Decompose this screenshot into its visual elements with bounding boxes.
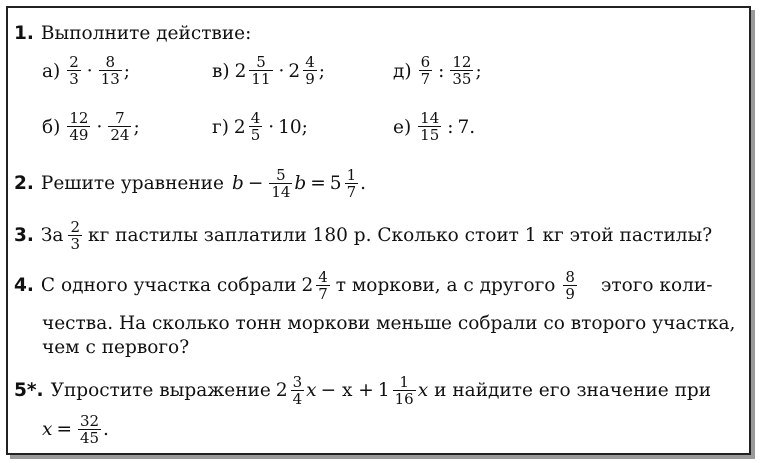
fraction: $\frac{2}{3}$ bbox=[69, 53, 79, 88]
problem-2: 2. Решите уравнение b − $\frac{5}{14}$ b = 5 $\frac{1}{7}$ . bbox=[14, 166, 366, 201]
item-a: а) $\frac{2}{3}$ · $\frac{8}{13}$ ; bbox=[42, 53, 131, 88]
fraction: $\frac{14}{15}$ bbox=[420, 109, 440, 144]
fraction: $\frac{3}{4}$ bbox=[292, 373, 303, 408]
problem-4-line-1: 4. С одного участка собрали 2 $\frac{4}{7}$ т моркови, а с другого $\frac{8}{9}$ этого коли- bbox=[14, 268, 713, 303]
item-d: д) $\frac{6}{7}$ : $\frac{12}{35}$ ; bbox=[393, 53, 482, 88]
item-e: е) $\frac{14}{15}$ : 7. bbox=[393, 109, 476, 144]
problem-4-line-2: чества. На сколько тонн моркови меньше собрали со второго участка, bbox=[42, 313, 736, 334]
fraction: $\frac{4}{7}$ bbox=[318, 268, 328, 303]
problem-3: 3. За $\frac{2}{3}$ кг пастилы заплатили 180 р. Сколько стоит 1 кг этой пастилы? bbox=[14, 218, 713, 253]
fraction: $\frac{4}{9}$ bbox=[305, 53, 315, 88]
problem-5-line-1: 5*. Упростите выражение 2 $\frac{3}{4}$ x − x + 1 $\frac{1}{16}$ x и найдите его значение при bbox=[14, 373, 712, 408]
problem-1-heading bbox=[14, 25, 251, 44]
item-b: б) $\frac{12}{49}$ · $\frac{7}{24}$ ; bbox=[42, 109, 140, 144]
fraction: $\frac{32}{45}$ bbox=[79, 412, 100, 447]
fraction: $\frac{1}{16}$ bbox=[394, 373, 414, 408]
problem-4-line-3: чем с первого? bbox=[42, 337, 190, 358]
problem-5-line-2: x = $\frac{32}{45}$ . bbox=[42, 412, 109, 447]
problem-number: 1. bbox=[14, 23, 34, 44]
fraction: $\frac{4}{5}$ bbox=[250, 109, 261, 144]
fraction: $\frac{12}{49}$ bbox=[69, 109, 89, 144]
fraction: $\frac{5}{11}$ bbox=[251, 53, 271, 88]
fraction: $\frac{7}{24}$ bbox=[110, 109, 130, 144]
fraction: $\frac{1}{7}$ bbox=[346, 166, 357, 201]
item-g: г) 2 $\frac{4}{5}$ · 10; bbox=[212, 109, 308, 144]
problem-text: Выполните действие: bbox=[40, 23, 252, 44]
fraction: $\frac{6}{7}$ bbox=[420, 53, 431, 88]
fraction: $\frac{8}{13}$ bbox=[100, 53, 120, 88]
fraction: $\frac{2}{3}$ bbox=[70, 218, 81, 253]
fraction: $\frac{12}{35}$ bbox=[452, 53, 472, 88]
item-v: в) 2 $\frac{5}{11}$ · 2 $\frac{4}{9}$ ; bbox=[212, 53, 325, 88]
fraction: $\frac{5}{14}$ bbox=[271, 166, 291, 201]
fraction: $\frac{8}{9}$ bbox=[565, 268, 575, 303]
